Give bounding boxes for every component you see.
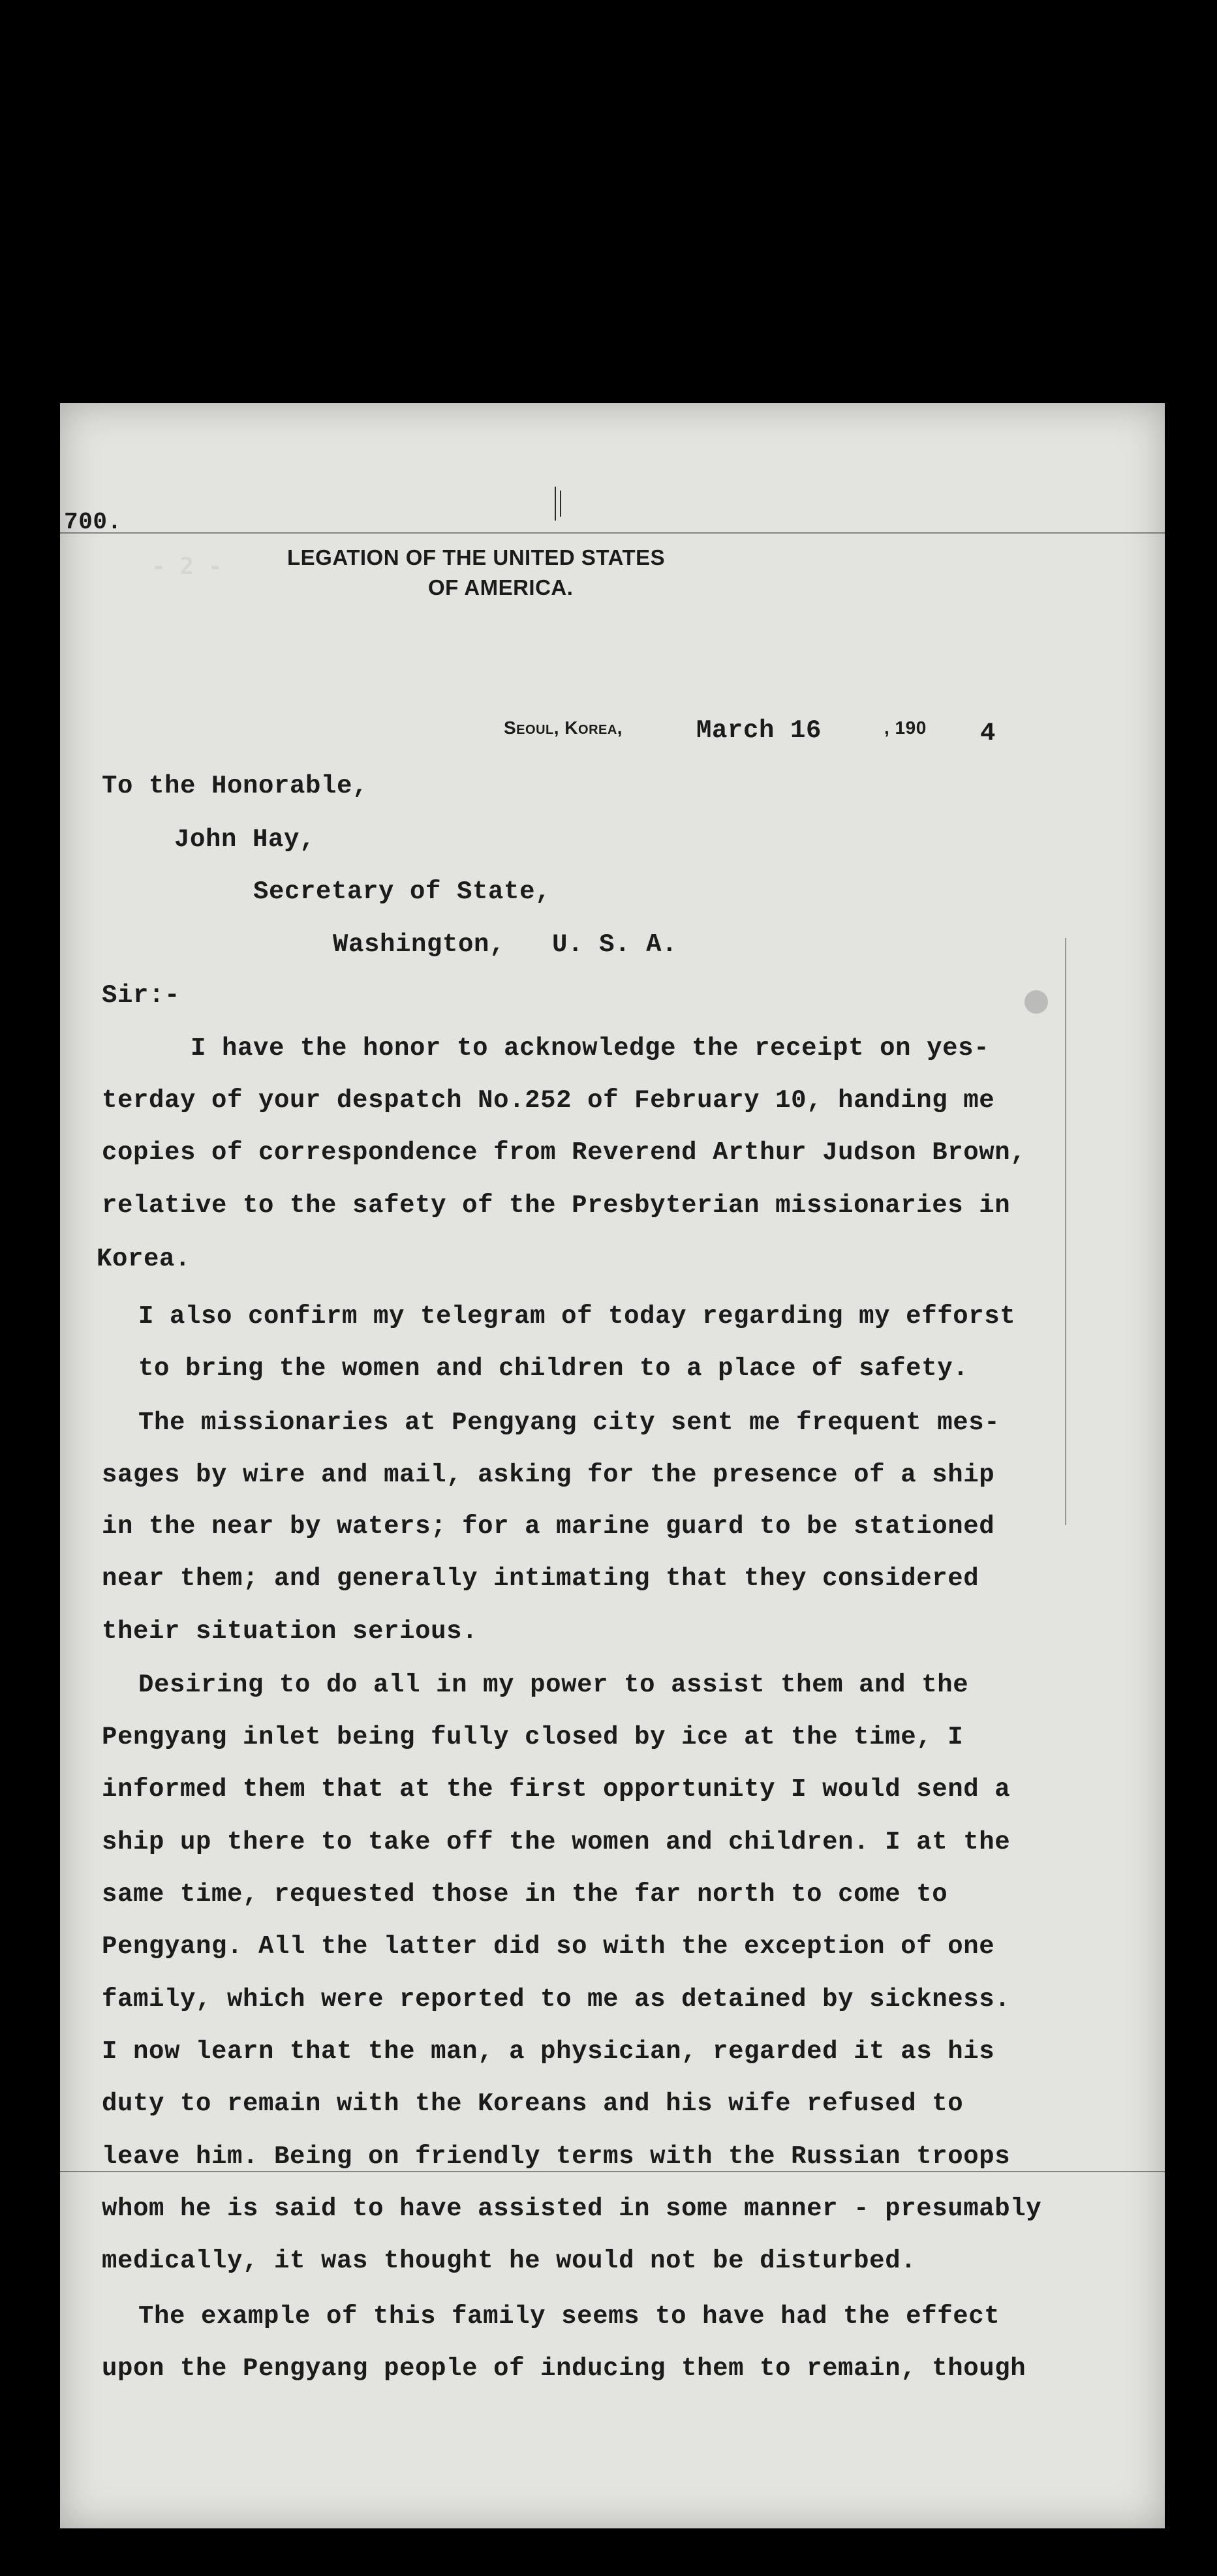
addressee-line-3: Secretary of State, — [253, 877, 551, 906]
body-line: Desiring to do all in my power to assist them and the — [138, 1671, 969, 1699]
body-line: family, which were reported to me as detained by sickness. — [102, 1985, 1011, 2014]
body-line: in the near by waters; for a marine guard to be stationed — [102, 1512, 995, 1541]
body-line: I also confirm my telegram of today regarding my efforst — [138, 1302, 1016, 1331]
body-line: duty to remain with the Koreans and his wife refused to — [102, 2089, 964, 2118]
bleed-through-text: - 2 - — [151, 553, 223, 580]
body-line: copies of correspondence from Reverend Arthur Judson Brown, — [102, 1138, 1026, 1167]
body-line: The example of this family seems to have had the effect — [138, 2302, 1000, 2331]
lower-rule — [60, 2171, 1165, 2172]
body-line: upon the Pengyang people of inducing them to remain, though — [102, 2354, 1026, 2383]
body-line: I have the honor to acknowledge the receipt on yes- — [191, 1034, 990, 1063]
body-line: sages by wire and mail, asking for the presence of a ship — [102, 1461, 995, 1489]
letter-page — [60, 403, 1165, 2528]
salutation: Sir:- — [102, 981, 181, 1010]
body-line: relative to the safety of the Presbyterian missionaries in — [102, 1191, 1011, 1220]
body-line: their situation serious. — [102, 1617, 478, 1646]
letterhead-line-2: OF AMERICA. — [428, 575, 574, 599]
body-line: medically, it was thought he would not be disturbed. — [102, 2247, 917, 2275]
body-line: ship up there to take off the women and children. I at the — [102, 1828, 1011, 1856]
addressee-line-1: To the Honorable, — [102, 772, 369, 800]
right-margin-line — [1065, 938, 1066, 1525]
body-line: whom he is said to have assisted in some manner - presumably — [102, 2194, 1042, 2223]
body-line: Korea. — [97, 1245, 191, 1273]
body-line: leave him. Being on friendly terms with the Russian troops — [102, 2142, 1011, 2171]
center-tick-mark — [555, 487, 556, 521]
date-year-suffix: 4 — [980, 719, 996, 748]
date-month-day: March 16 — [696, 716, 822, 745]
body-line: Pengyang inlet being fully closed by ice at the time, I — [102, 1723, 964, 1751]
body-line: near them; and generally intimating that they considered — [102, 1564, 979, 1593]
body-line: The missionaries at Pengyang city sent me frequent mes- — [138, 1408, 1000, 1437]
center-tick-mark-2 — [560, 491, 561, 517]
addressee-line-2: John Hay, — [174, 825, 316, 854]
body-line: to bring the women and children to a place of safety. — [138, 1354, 969, 1383]
body-line: Pengyang. All the latter did so with the exception of one — [102, 1932, 995, 1961]
letterhead-line-1: LEGATION OF THE UNITED STATES — [287, 545, 666, 569]
top-rule — [60, 532, 1165, 534]
body-line: informed them that at the first opportunity I would send a — [102, 1775, 1011, 1804]
date-year-prefix: , 190 — [884, 718, 927, 738]
body-line: terday of your despatch No.252 of February 10, handing me — [102, 1086, 995, 1115]
body-line: same time, requested those in the far north to come to — [102, 1880, 948, 1909]
despatch-number: 700. — [64, 509, 122, 536]
body-line: I now learn that the man, a physician, regarded it as his — [102, 2037, 995, 2066]
addressee-line-4: Washington, U. S. A. — [333, 930, 678, 959]
place-line: Seoul, Korea, — [504, 718, 623, 738]
punch-hole — [1024, 990, 1048, 1014]
